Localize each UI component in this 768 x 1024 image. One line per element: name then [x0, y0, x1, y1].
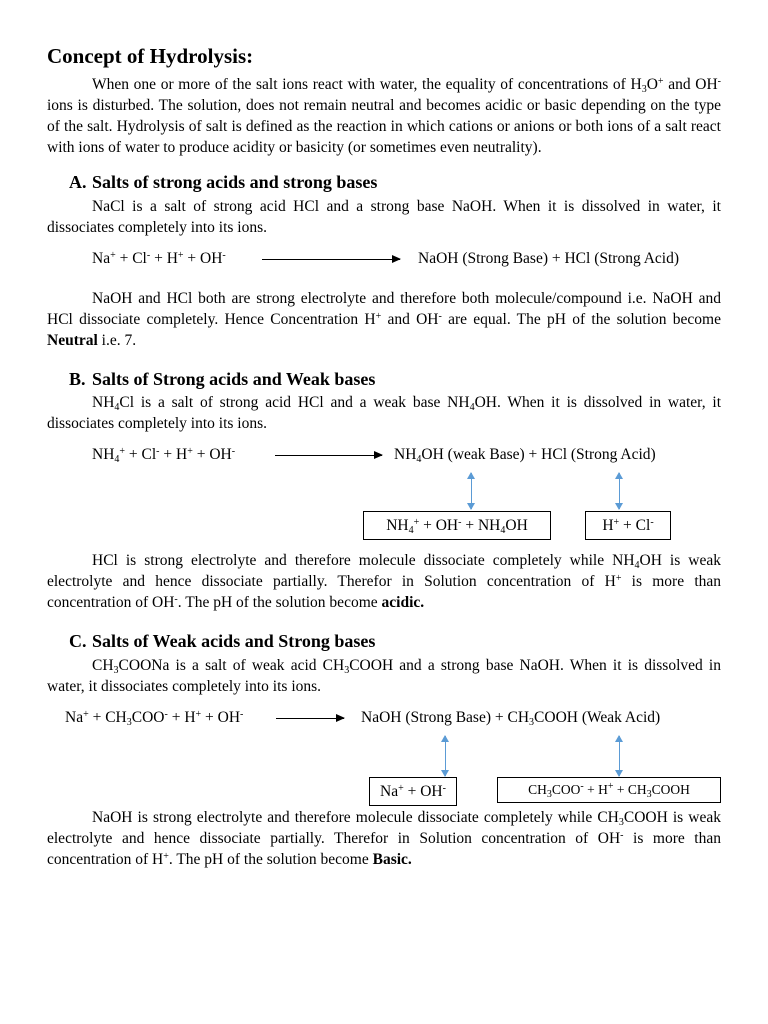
- hcl-ions-box: H+ + Cl-: [585, 511, 671, 540]
- section-b-heading: B. Salts of Strong acids and Weak bases: [69, 368, 376, 389]
- reaction-arrow: [275, 455, 382, 456]
- section-b-equation: [47, 444, 721, 540]
- reaction-arrow: [262, 259, 400, 260]
- section-b-intro: $NH_4Cl$ is a salt of strong acid HCl and a weak base $NH_4OH$. When it is dissolved in water, it dissociates completely into its ions.: [47, 394, 722, 433]
- nh4oh-ions-box: $NH_4^+ + OH^- + NH_4OH$: [363, 511, 551, 540]
- reaction-arrow: [276, 718, 344, 719]
- hcl-double-arrow: [619, 473, 620, 509]
- section-b-conclusion: HCl is strong electrolyte and therefore molecule dissociate completely while $NH_4OH$ is weak electrolyte and hence dissociate partially. Therefor in Solution concentration of H+ is more than concentration of OH-. The pH of the solution become acidic.: [47, 552, 722, 612]
- naoh-double-arrow: [445, 736, 446, 776]
- ch3cooh-double-arrow: [619, 736, 620, 776]
- page-title: Concept of Hydrolysis:: [47, 44, 254, 68]
- section-a-conclusion: NaOH and HCl both are strong electrolyte and therefore both molecule/compound i.e. NaOH and HCl dissociate completely. Hence Concentration H+ and OH- are equal. The pH of the solution become Neutral i.e. 7.: [47, 289, 721, 349]
- equation-products: NaOH (Strong Base) + $CH_3COOH$ (Weak Acid): [361, 708, 661, 728]
- section-c-equation: [47, 707, 721, 807]
- equation-products: NaOH (Strong Base) + HCl (Strong Acid): [418, 249, 680, 267]
- section-a-intro: NaCl is a salt of strong acid HCl and a strong base NaOH. When it is dissolved in water, it dissociates completely into its ions.: [47, 197, 721, 236]
- document-page: [47, 44, 721, 870]
- intro-paragraph: When one or more of the salt ions react with water, the equality of concentrations of $H_3O^+$ and OH- ions is disturbed. The solution, does not remain neutral and becomes acidic or basic depending on the type of the salt. Hydrolysis of salt is defined as the reaction in which cations or anions or both ions of a salt react with ions of water to produce acidity or basicity (or sometimes even neutrality).: [47, 76, 721, 157]
- nh4oh-double-arrow: [471, 473, 472, 509]
- section-a-equation: [47, 248, 721, 270]
- section-c-conclusion: NaOH is strong electrolyte and therefore molecule dissociate completely while $CH_3COOH$ is weak electrolyte and hence dissociate partially. Therefor in Solution concentration of OH- is more than concentration of H+. The pH of the solution become Basic.: [47, 808, 722, 868]
- equation-reactants: $NH_4^+ + Cl^- + H^+ + OH^-$: [92, 446, 236, 466]
- naoh-ions-box: Na+ + OH-: [369, 777, 457, 806]
- equation-reactants: Na+ + Cl- + H+ + OH-: [92, 249, 226, 267]
- section-c-heading: C. Salts of Weak acids and Strong bases: [69, 631, 376, 652]
- section-c-intro: $CH_3COONa$ is a salt of weak acid $CH_3COOH$ and a strong base NaOH. When it is dissolved in water, it dissociates completely into its ions.: [47, 656, 721, 695]
- ch3cooh-ions-box: $CH_3COO^- + H^+$ + $CH_3COOH$: [497, 777, 721, 803]
- equation-reactants: $Na^+ + CH_3COO^- + H^+ + OH^-$: [65, 708, 244, 728]
- equation-products: $NH_4OH$ (weak Base) + HCl (Strong Acid): [394, 446, 656, 466]
- section-a-heading: A. Salts of strong acids and strong bases: [69, 172, 378, 193]
